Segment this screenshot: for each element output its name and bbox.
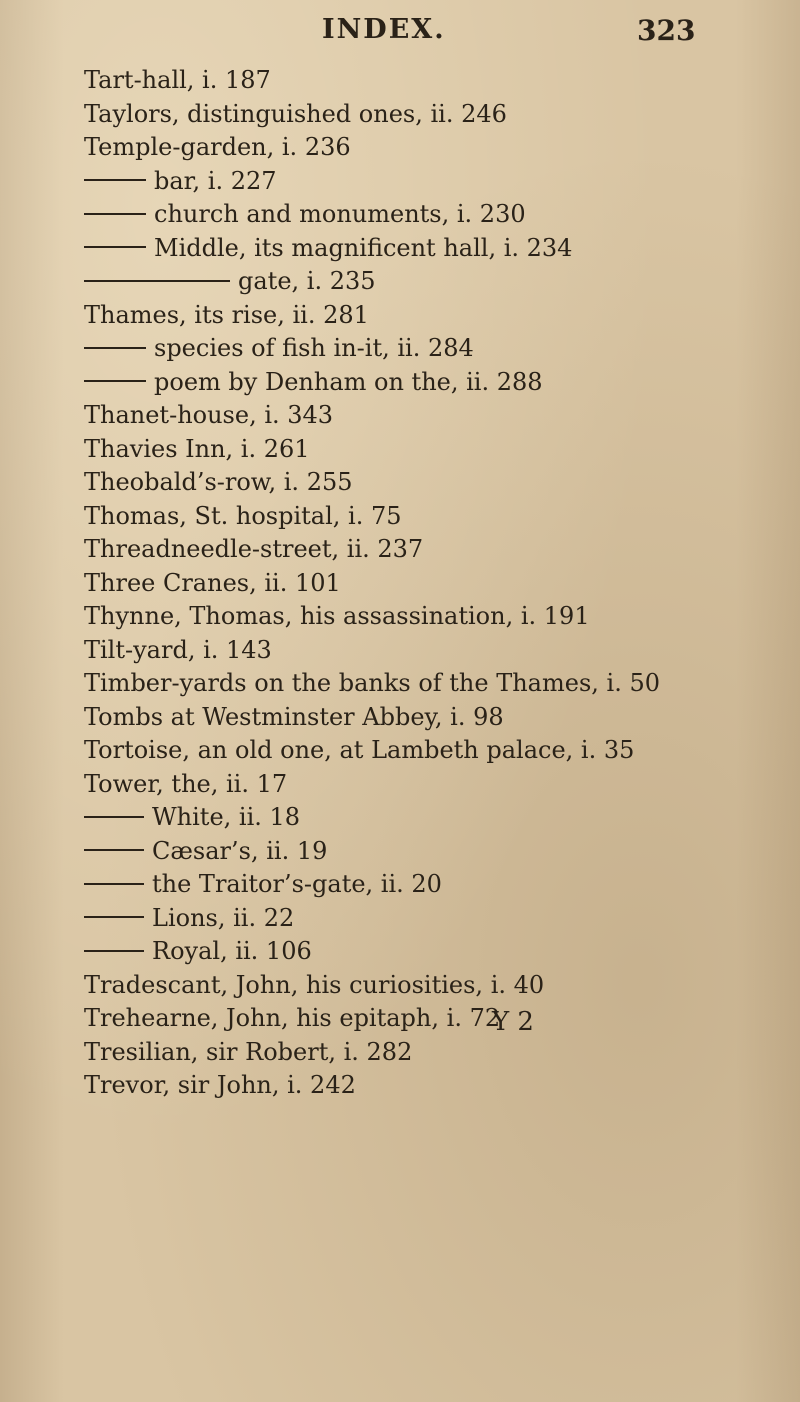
index-subentry [84, 232, 784, 266]
ditto-dash [84, 213, 146, 215]
entry-text: Trevor, sir John, i. 242 [84, 1071, 356, 1099]
page-header [0, 14, 800, 54]
page-number: 323 [637, 14, 696, 47]
ditto-dash [84, 849, 144, 851]
running-title: INDEX. [322, 14, 446, 45]
entry-text: Lions, ii. 22 [152, 903, 295, 932]
entry-text: Cæsar’s, ii. 19 [152, 836, 328, 865]
entry-text: Middle, its magnificent hall, i. 234 [154, 233, 573, 262]
entry-text: Thynne, Thomas, his assassination, i. 191 [84, 602, 590, 630]
entry-text: gate, i. 235 [238, 267, 376, 295]
entry-text: Timber-yards on the banks of the Thames, i. 50 [84, 669, 660, 697]
entry-text: the Traitor’s-gate, ii. 20 [152, 870, 442, 898]
ditto-dash [84, 280, 230, 282]
index-subentry [84, 801, 784, 835]
index-entries [84, 64, 784, 1103]
entry-text: Taylors, distinguished ones, ii. 246 [84, 99, 507, 128]
index-entry [84, 131, 784, 165]
entry-text: Threadneedle-street, ii. 237 [84, 535, 424, 563]
entry-text: Thanet-house, i. 343 [84, 401, 334, 429]
entry-text: species of fish in-it, ii. 284 [154, 334, 474, 362]
ditto-dash [84, 179, 146, 181]
entry-text: Theobald’s-row, i. 255 [84, 468, 353, 496]
index-entry [84, 667, 784, 701]
ditto-dash [84, 950, 144, 952]
entry-text: Royal, ii. 106 [152, 937, 312, 965]
index-entry [84, 399, 784, 433]
index-subentry [84, 366, 784, 400]
index-subentry [84, 868, 784, 902]
index-entry [84, 567, 784, 601]
index-entry [84, 969, 784, 1003]
index-entry [84, 600, 784, 634]
entry-text: Tower, the, ii. 17 [84, 769, 288, 798]
entry-text: Three Cranes, ii. 101 [84, 568, 341, 597]
signature-mark: Y 2 [492, 1007, 534, 1037]
index-entry [84, 64, 784, 98]
entry-text: Tombs at Westminster Abbey, i. 98 [84, 702, 504, 731]
ditto-dash [84, 246, 146, 248]
entry-text: Trehearne, John, his epitaph, i. 72 [84, 1004, 501, 1032]
index-subentry [84, 165, 784, 199]
entry-text: Tresilian, sir Robert, i. 282 [84, 1037, 413, 1066]
index-entry [84, 299, 784, 333]
entry-text: Temple-garden, i. 236 [84, 133, 351, 161]
index-entry [84, 533, 784, 567]
entry-text: Tortoise, an old one, at Lambeth palace, i. 35 [84, 736, 635, 764]
index-entry [84, 1069, 784, 1103]
index-entry [84, 500, 784, 534]
ditto-dash [84, 883, 144, 885]
index-subentry [84, 265, 784, 299]
entry-text: poem by Denham on the, ii. 288 [154, 367, 543, 396]
index-entry [84, 634, 784, 668]
index-subentry [84, 935, 784, 969]
index-entry [84, 701, 784, 735]
ditto-dash [84, 816, 144, 818]
entry-text: Tilt-yard, i. 143 [84, 635, 272, 664]
index-subentry [84, 198, 784, 232]
ditto-dash [84, 380, 146, 382]
index-subentry [84, 835, 784, 869]
index-entry [84, 1036, 784, 1070]
entry-text: Tradescant, John, his curiosities, i. 40 [84, 970, 545, 999]
index-entry [84, 98, 784, 132]
index-entry [84, 1002, 784, 1036]
entry-text: Thavies Inn, i. 261 [84, 434, 310, 463]
ditto-dash [84, 347, 146, 349]
entry-text: Thomas, St. hospital, i. 75 [84, 501, 402, 530]
entry-text: bar, i. 227 [154, 166, 277, 195]
index-entry [84, 466, 784, 500]
index-entry [84, 433, 784, 467]
index-subentry [84, 332, 784, 366]
entry-text: White, ii. 18 [152, 803, 301, 831]
index-entry [84, 768, 784, 802]
entry-text: Thames, its rise, ii. 281 [84, 300, 369, 329]
entry-text: Tart-hall, i. 187 [84, 66, 271, 94]
index-subentry [84, 902, 784, 936]
index-entry [84, 734, 784, 768]
ditto-dash [84, 916, 144, 918]
entry-text: church and monuments, i. 230 [154, 200, 526, 228]
